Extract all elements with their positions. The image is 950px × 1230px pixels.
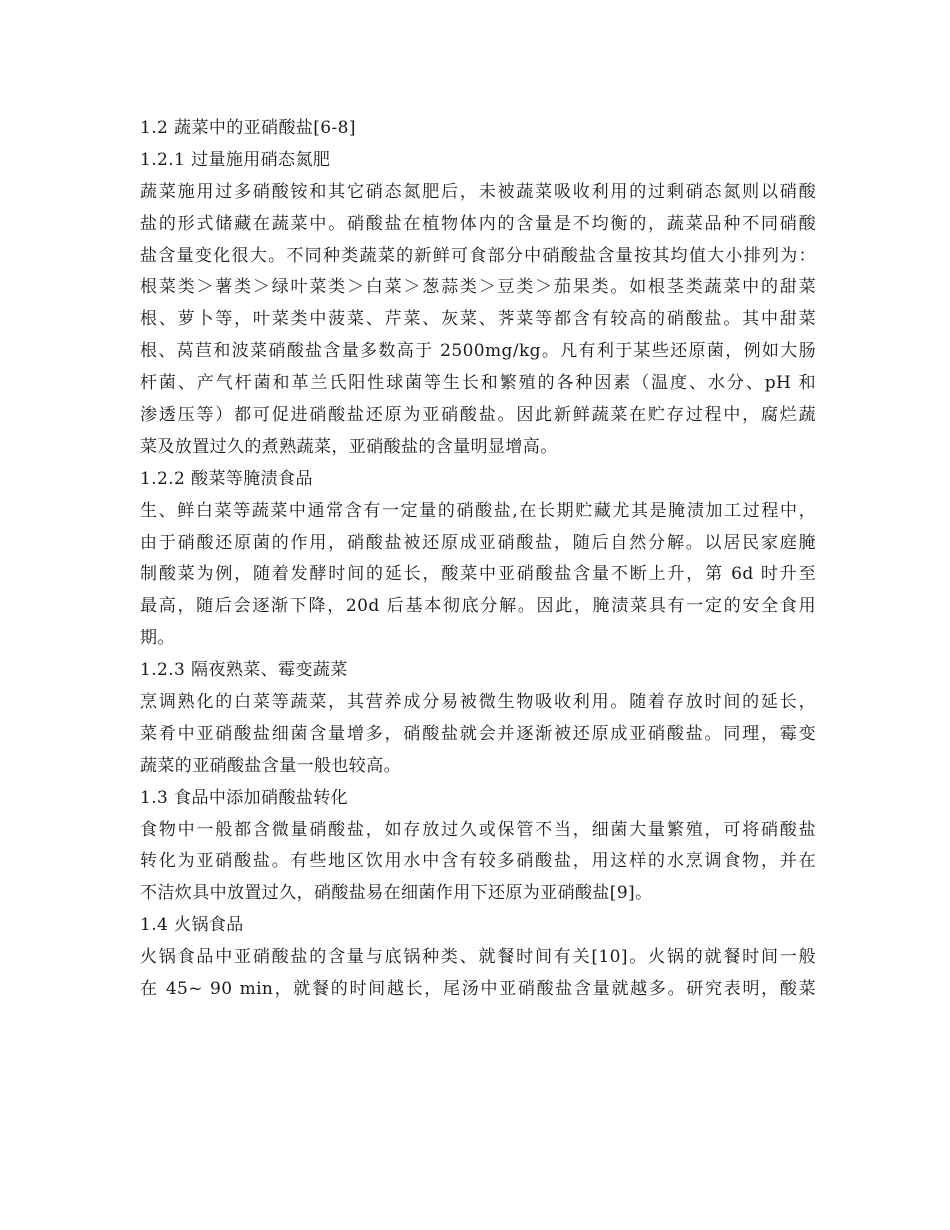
paragraph-line: 烹调熟化的白菜等蔬菜，其营养成分易被微生物吸收利用。随着存放时间的延长，: [140, 692, 816, 713]
paragraph-line: 根、萝卜等，叶菜类中菠菜、芹菜、灰菜、荠菜等都含有较高的硝酸盐。其中甜菜: [140, 309, 816, 330]
paragraph-line: 生、鲜白菜等蔬菜中通常含有一定量的硝酸盐,在长期贮藏尤其是腌渍加工过程中，: [140, 500, 816, 521]
paragraph-line: 盐的形式储藏在蔬菜中。硝酸盐在植物体内的含量是不均衡的，蔬菜品种不同硝酸: [140, 213, 816, 234]
paragraph-line: 火锅食品中亚硝酸盐的含量与底锅种类、就餐时间有关[10]。火锅的就餐时间一般: [140, 947, 816, 968]
paragraph-line: 食物中一般都含微量硝酸盐，如存放过久或保管不当，细菌大量繁殖，可将硝酸盐: [140, 819, 816, 840]
paragraph-line: 盐含量变化很大。不同种类蔬菜的新鲜可食部分中硝酸盐含量按其均值大小排列为：: [140, 245, 816, 266]
paragraph-line: 菜肴中亚硝酸盐细菌含量增多，硝酸盐就会并逐渐被还原成亚硝酸盐。同理，霉变: [140, 723, 816, 744]
paragraph-line: 期。: [140, 628, 175, 649]
section-heading-1-4: 1.4 火锅食品: [140, 915, 244, 936]
paragraph-line: 在 45~ 90 min，就餐的时间越长，尾汤中亚硝酸盐含量就越多。研究表明，酸菜: [140, 979, 816, 1000]
paragraph-line: 渗透压等）都可促进硝酸盐还原为亚硝酸盐。因此新鲜蔬菜在贮存过程中，腐烂蔬: [140, 405, 816, 426]
paragraph-line: 杆菌、产气杆菌和革兰氏阳性球菌等生长和繁殖的各种因素（温度、水分、pH 和: [140, 373, 816, 394]
section-heading-1-3: 1.3 食品中添加硝酸盐转化: [140, 787, 349, 808]
paragraph-line: 转化为亚硝酸盐。有些地区饮用水中含有较多硝酸盐，用这样的水烹调食物，并在: [140, 851, 816, 872]
paragraph-line: 不洁炊具中放置过久，硝酸盐易在细菌作用下还原为亚硝酸盐[9]。: [140, 883, 653, 904]
document-page: [140, 113, 816, 1006]
paragraph-line: 菜及放置过久的煮熟蔬菜，亚硝酸盐的含量明显增高。: [140, 436, 558, 457]
section-heading-1-2: 1.2 蔬菜中的亚硝酸盐[6-8]: [140, 118, 356, 138]
paragraph-line: 制酸菜为例，随着发酵时间的延长，酸菜中亚硝酸盐含量不断上升，第 6d 时升至: [140, 564, 816, 585]
paragraph-line: 最高，随后会逐渐下降，20d 后基本彻底分解。因此，腌渍菜具有一定的安全食用: [140, 596, 816, 617]
paragraph-line: 蔬菜的亚硝酸盐含量一般也较高。: [140, 755, 401, 776]
paragraph-line: 蔬菜施用过多硝酸铵和其它硝态氮肥后，未被蔬菜吸收利用的过剩硝态氮则以硝酸: [140, 181, 816, 202]
paragraph-line: 根菜类＞薯类＞绿叶菜类＞白菜＞葱蒜类＞豆类＞茄果类。如根茎类蔬菜中的甜菜: [140, 277, 816, 298]
paragraph-line: 由于硝酸还原菌的作用，硝酸盐被还原成亚硝酸盐，随后自然分解。以居民家庭腌: [140, 532, 816, 553]
subsection-heading-1-2-1: 1.2.1 过量施用硝态氮肥: [140, 149, 331, 170]
subsection-heading-1-2-2: 1.2.2 酸菜等腌渍食品: [140, 468, 313, 489]
paragraph-line: 根、莴苣和波菜硝酸盐含量多数高于 2500mg/kg。凡有利于某些还原菌，例如大肠: [140, 341, 816, 362]
subsection-heading-1-2-3: 1.2.3 隔夜熟菜、霉变蔬菜: [140, 660, 348, 681]
